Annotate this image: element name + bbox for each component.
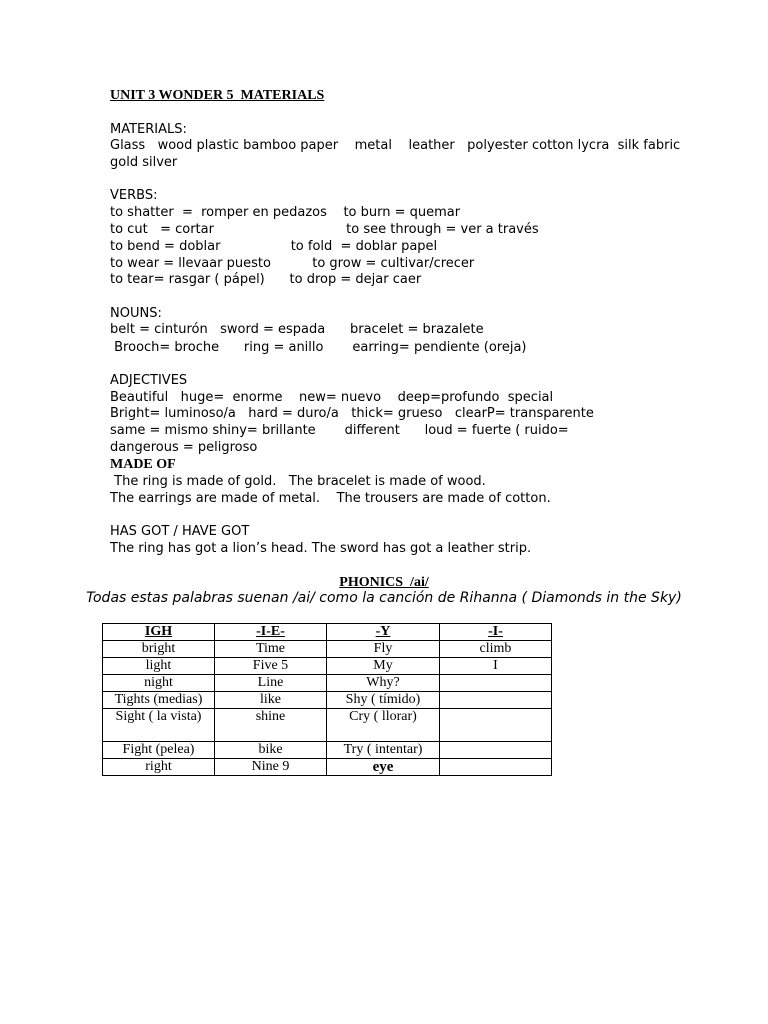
adjectives-heading: ADJECTIVES <box>110 373 188 388</box>
table-cell: Shy ( tímido) <box>327 692 440 709</box>
table-cell: Nine 9 <box>215 759 327 776</box>
phonics-table <box>102 623 552 776</box>
table-cell: like <box>215 692 327 709</box>
page-title: UNIT 3 WONDER 5 MATERIALS <box>110 88 325 103</box>
adjectives-line: Bright= luminoso/a hard = duro/a thick= grueso clearP= transparente <box>110 406 594 421</box>
table-cell <box>440 742 552 759</box>
table-cell: Cry ( llorar) <box>327 709 440 742</box>
table-cell: Line <box>215 675 327 692</box>
adjectives-line: Beautiful huge= enorme new= nuevo deep=profundo special <box>110 390 554 405</box>
table-cell: Sight ( la vista) <box>103 709 215 742</box>
made-of-line: The ring is made of gold. The bracelet is made of wood. <box>110 474 486 489</box>
table-cell: Why? <box>327 675 440 692</box>
nouns-line: Brooch= broche ring = anillo earring= pendiente (oreja) <box>110 340 527 355</box>
made-of-line: The earrings are made of metal. The trousers are made of cotton. <box>110 491 551 506</box>
table-cell <box>440 675 552 692</box>
has-got-heading: HAS GOT / HAVE GOT <box>110 524 250 539</box>
phonics-title: PHONICS /ai/ <box>339 575 429 590</box>
table-cell: Fight (pelea) <box>103 742 215 759</box>
table-cell: Time <box>215 641 327 658</box>
verbs-line: to bend = doblar to fold = doblar papel <box>110 239 438 254</box>
table-cell: climb <box>440 641 552 658</box>
table-cell: right <box>103 759 215 776</box>
table-row <box>103 709 552 742</box>
table-cell: Try ( intentar) <box>327 742 440 759</box>
nouns-line: belt = cinturón sword = espada bracelet = brazalete <box>110 322 484 337</box>
table-row <box>103 641 552 658</box>
table-cell: shine <box>215 709 327 742</box>
table-row <box>103 658 552 675</box>
table-cell <box>440 759 552 776</box>
adjectives-line: dangerous = peligroso <box>110 440 258 455</box>
table-cell: I <box>440 658 552 675</box>
table-cell: Fly <box>327 641 440 658</box>
verbs-line: to cut = cortar to see through = ver a través <box>110 222 539 237</box>
table-row <box>103 759 552 776</box>
table-cell: light <box>103 658 215 675</box>
table-cell: night <box>103 675 215 692</box>
phonics-subtitle: Todas estas palabras suenan /ai/ como la canción de Rihanna ( Diamonds in the Sky) <box>86 590 682 606</box>
made-of-heading: MADE OF <box>110 457 176 472</box>
table-cell: Tights (medias) <box>103 692 215 709</box>
materials-line-2: gold silver <box>110 155 178 170</box>
table-cell: bright <box>103 641 215 658</box>
verbs-heading: VERBS: <box>110 188 158 203</box>
table-cell: bike <box>215 742 327 759</box>
table-cell <box>440 709 552 742</box>
materials-line-1: Glass wood plastic bamboo paper metal leather polyester cotton lycra silk fabric <box>110 138 681 153</box>
verbs-line: to tear= rasgar ( pápel) to drop = dejar caer <box>110 272 422 287</box>
table-row <box>103 742 552 759</box>
table-cell <box>440 692 552 709</box>
column-header-y: -Y <box>327 624 440 641</box>
table-row <box>103 675 552 692</box>
table-row <box>103 692 552 709</box>
column-header-igh: IGH <box>103 624 215 641</box>
adjectives-line: same = mismo shiny= brillante different loud = fuerte ( ruido= <box>110 423 569 438</box>
column-header-i: -I- <box>440 624 552 641</box>
verbs-line: to shatter = romper en pedazos to burn = quemar <box>110 205 461 220</box>
table-cell: My <box>327 658 440 675</box>
table-header-row <box>103 624 552 641</box>
verbs-line: to wear = llevaar puesto to grow = cultivar/crecer <box>110 256 475 271</box>
table-cell: Five 5 <box>215 658 327 675</box>
materials-heading: MATERIALS: <box>110 122 187 137</box>
nouns-heading: NOUNS: <box>110 306 162 321</box>
has-got-line: The ring has got a lion’s head. The sword has got a leather strip. <box>110 541 532 556</box>
column-header-i-e: -I-E- <box>215 624 327 641</box>
table-cell: eye <box>327 759 440 776</box>
